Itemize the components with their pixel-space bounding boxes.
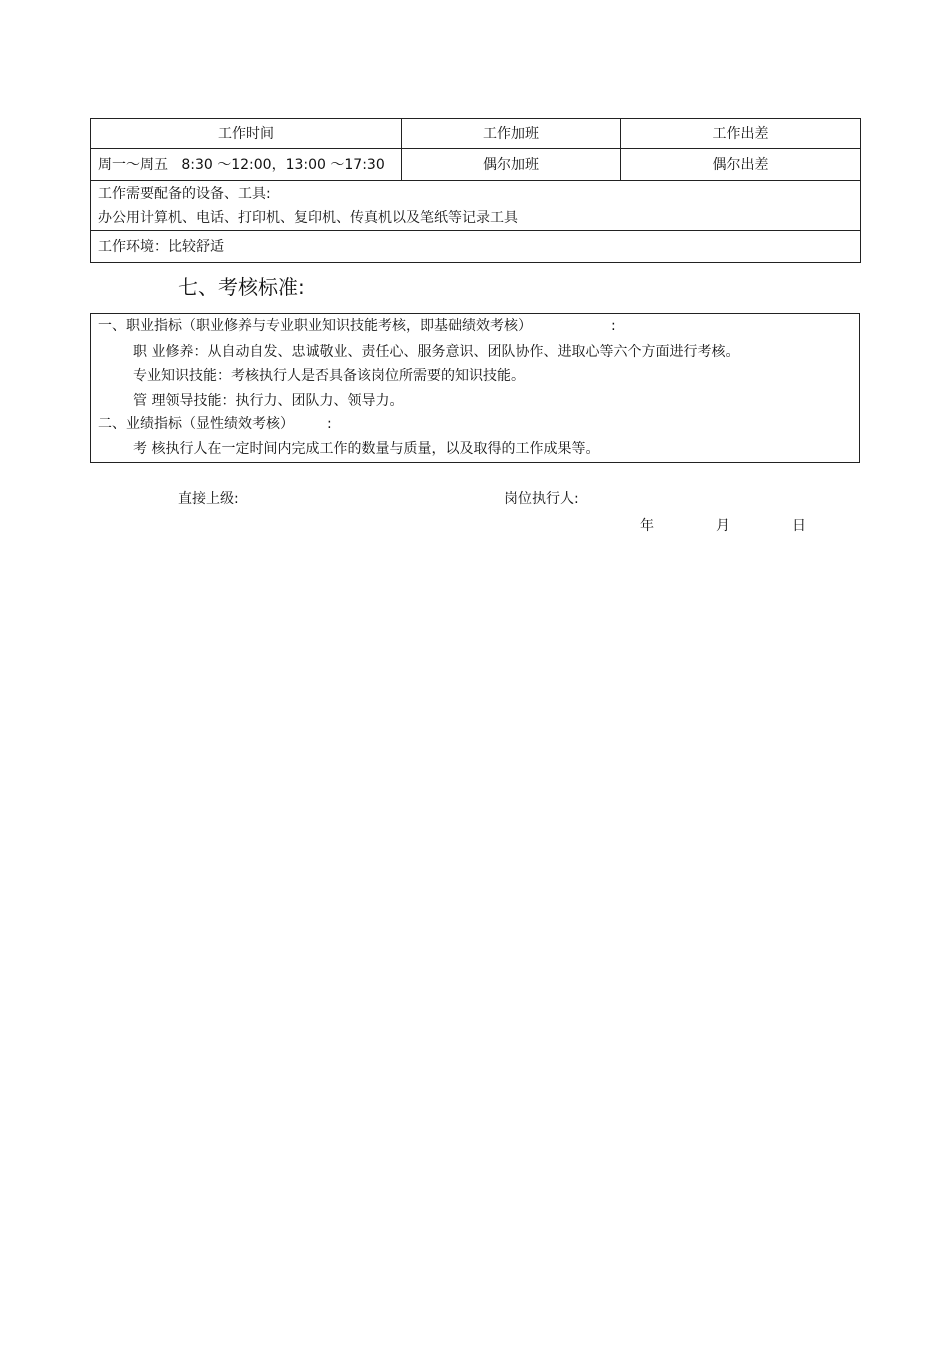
- header-business-trip: 工作出差: [621, 119, 861, 149]
- header-work-time: 工作时间: [91, 119, 402, 149]
- assessment-box: [90, 313, 860, 463]
- supervisor-label: 直接上级:: [178, 491, 239, 507]
- table-header-row: [91, 119, 861, 149]
- equipment-row: [91, 181, 861, 231]
- date-month: 月: [716, 518, 730, 534]
- environment-row: [91, 231, 861, 263]
- item1-heading: 一、职业指标（职业修养与专业职业知识技能考核，即基础绩效考核）: [98, 318, 532, 334]
- environment-cell: 工作环境：比较舒适: [91, 231, 861, 263]
- item1-colon: :: [611, 318, 616, 334]
- cell-work-hours: 周一～周五 8:30 ～12:00，13:00 ～17:30: [91, 149, 402, 181]
- header-overtime: 工作加班: [402, 119, 621, 149]
- equipment-cell: [91, 181, 861, 231]
- cell-business-trip: 偶尔出差: [621, 149, 861, 181]
- section-title: 七、考核标准:: [178, 275, 305, 299]
- cell-overtime: 偶尔加班: [402, 149, 621, 181]
- equipment-value: 办公用计算机、电话、打印机、复印机、传真机以及笔纸等记录工具: [98, 209, 518, 226]
- executor-label: 岗位执行人:: [504, 491, 579, 507]
- date-year: 年: [640, 518, 654, 534]
- item2-line-performance: 考 核执行人在一定时间内完成工作的数量与质量，以及取得的工作成果等。: [133, 441, 600, 457]
- item1-line-leadership: 管 理领导技能：执行力、团队力、领导力。: [133, 393, 404, 409]
- item2-heading: 二、业绩指标（显性绩效考核）: [98, 416, 294, 432]
- date-day: 日: [792, 518, 806, 534]
- item2-colon: :: [327, 416, 332, 432]
- work-conditions-table: [90, 118, 861, 263]
- equipment-label: 工作需要配备的设备、工具:: [98, 185, 271, 202]
- item1-line-cultivation: 职 业修养：从自动自发、忠诚敬业、责任心、服务意识、团队协作、进取心等六个方面进行考核。: [133, 344, 740, 360]
- table-row: [91, 149, 861, 181]
- item1-line-knowledge: 专业知识技能：考核执行人是否具备该岗位所需要的知识技能。: [133, 368, 525, 384]
